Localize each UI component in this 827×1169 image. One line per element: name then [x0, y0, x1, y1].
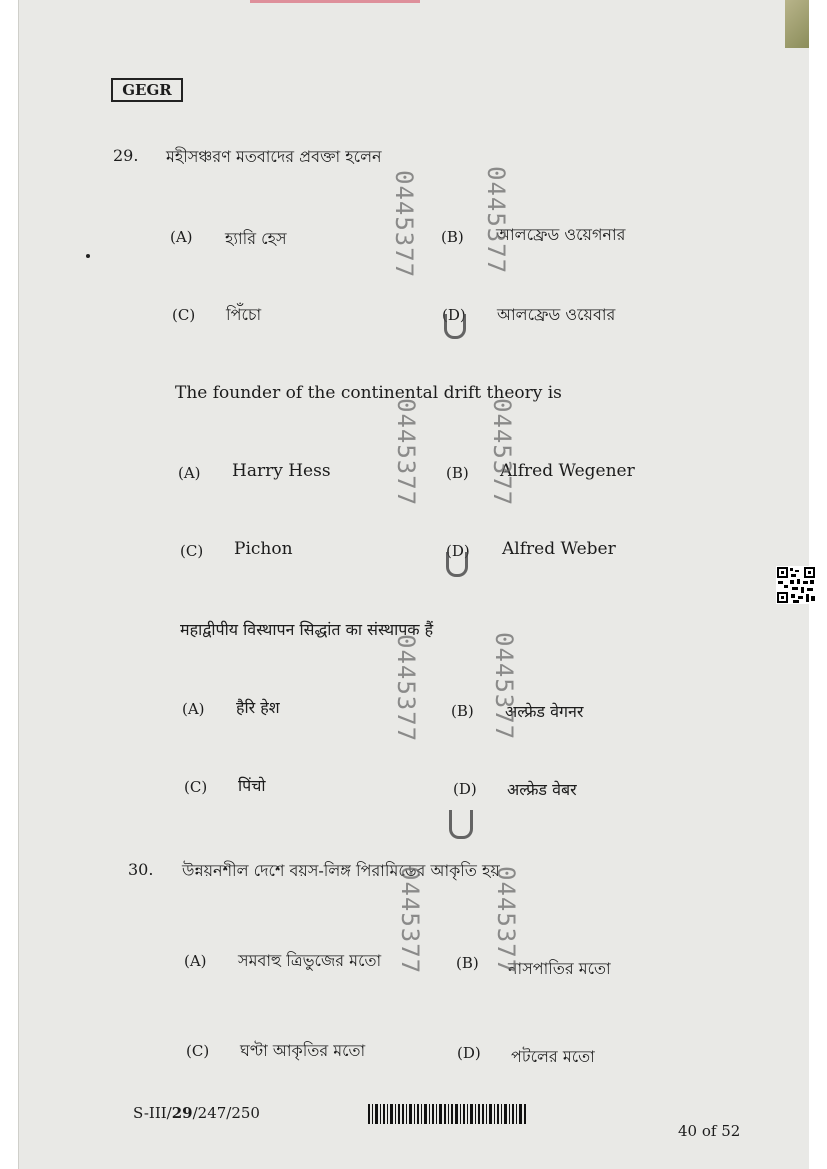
u-mark-icon: [444, 314, 466, 339]
q29-hi-option-b-label: (B): [451, 702, 474, 720]
footer-code-bold: 29: [171, 1104, 193, 1122]
q29-en-option-c-text: Pichon: [234, 539, 293, 559]
q29-en-option-d-text: Alfred Weber: [502, 539, 616, 559]
watermark-stamp: 0445377: [482, 166, 510, 275]
footer-paper-code: [133, 1104, 260, 1122]
q30-bn-option-a-text: সমবাহু ত্রিভুজের মতো: [238, 951, 382, 970]
barcode-icon: [368, 1104, 526, 1124]
q29-en-option-b-text: Alfred Wegener: [500, 461, 635, 481]
q30-bn-option-c-label: (C): [186, 1042, 210, 1060]
u-mark-icon: [446, 552, 468, 577]
watermark-stamp: 0445377: [490, 632, 518, 741]
question-29-stem-hindi: महाद्वीपीय विस्थापन सिद्धांत का संस्थापक हैं: [180, 620, 434, 639]
q29-en-option-d-label: (D): [446, 542, 470, 560]
q29-bn-option-b-text: আলফ্রেড ওয়েগনার: [496, 225, 626, 244]
q29-en-option-a-label: (A): [178, 464, 201, 482]
q29-hi-option-b-text: अल्फ्रेड वेगनर: [505, 702, 584, 721]
question-29-stem-english: The founder of the continental drift theory is: [175, 383, 562, 403]
watermark-stamp: 0445377: [488, 398, 516, 507]
q29-bn-option-a-label: (A): [170, 228, 193, 246]
top-edge-mark: [250, 0, 420, 3]
q29-bn-option-a-text: হ্যারি হেস: [225, 229, 287, 248]
q30-bn-option-c-text: ঘণ্টা আকৃতির মতো: [240, 1041, 366, 1060]
question-30-number: 30.: [128, 860, 154, 879]
q29-hi-option-d-text: अल्फ्रेड वेबर: [507, 780, 577, 799]
question-29-number: 29.: [113, 146, 139, 165]
q30-bn-option-d-text: পটলের মতো: [511, 1047, 595, 1066]
q29-hi-option-a-text: हैरि हेश: [236, 698, 280, 717]
q29-bn-option-c-label: (C): [172, 306, 196, 324]
q29-bn-option-b-label: (B): [441, 228, 464, 246]
question-29-stem-bengali: মহীসঞ্চরণ মতবাদের প্রবক্তা হলেন: [166, 147, 382, 166]
watermark-stamp: 0445377: [390, 170, 418, 279]
q29-en-option-a-text: Harry Hess: [232, 461, 331, 481]
q29-hi-option-c-label: (C): [184, 778, 208, 796]
question-30-stem-bengali: উন্নয়নশীল দেশে বয়স-লিঙ্গ পিরামিডের আকৃতি হয়: [182, 861, 500, 880]
subject-code-box: GEGR: [111, 78, 183, 102]
stray-dot: [86, 254, 90, 258]
watermark-stamp: 0445377: [492, 866, 520, 975]
q29-en-option-b-label: (B): [446, 464, 469, 482]
q30-bn-option-b-label: (B): [456, 954, 479, 972]
q29-en-option-c-label: (C): [180, 542, 204, 560]
q29-bn-option-d-text: আলফ্রেড ওয়েবার: [497, 305, 616, 324]
footer-code-prefix: S-III/: [133, 1104, 172, 1122]
watermark-stamp: 0445377: [392, 398, 420, 507]
q30-bn-option-b-text: নাসপাতির মতো: [508, 959, 611, 978]
page-number: 40 of 52: [678, 1122, 741, 1140]
watermark-stamp: 0445377: [392, 634, 420, 743]
q30-bn-option-d-label: (D): [457, 1044, 481, 1062]
page-edge-decoration: [785, 0, 809, 48]
u-mark-icon: [449, 810, 473, 839]
q30-bn-option-a-label: (A): [184, 952, 207, 970]
q29-hi-option-d-label: (D): [453, 780, 477, 798]
watermark-stamp: 0445377: [396, 866, 424, 975]
q29-hi-option-a-label: (A): [182, 700, 205, 718]
footer-code-suffix: /247/250: [192, 1104, 260, 1122]
q29-hi-option-c-text: पिंचो: [238, 776, 266, 795]
q29-bn-option-d-label: (D): [442, 306, 466, 324]
q29-bn-option-c-text: পিঁচো: [226, 305, 262, 324]
qr-code-icon: [776, 566, 816, 604]
